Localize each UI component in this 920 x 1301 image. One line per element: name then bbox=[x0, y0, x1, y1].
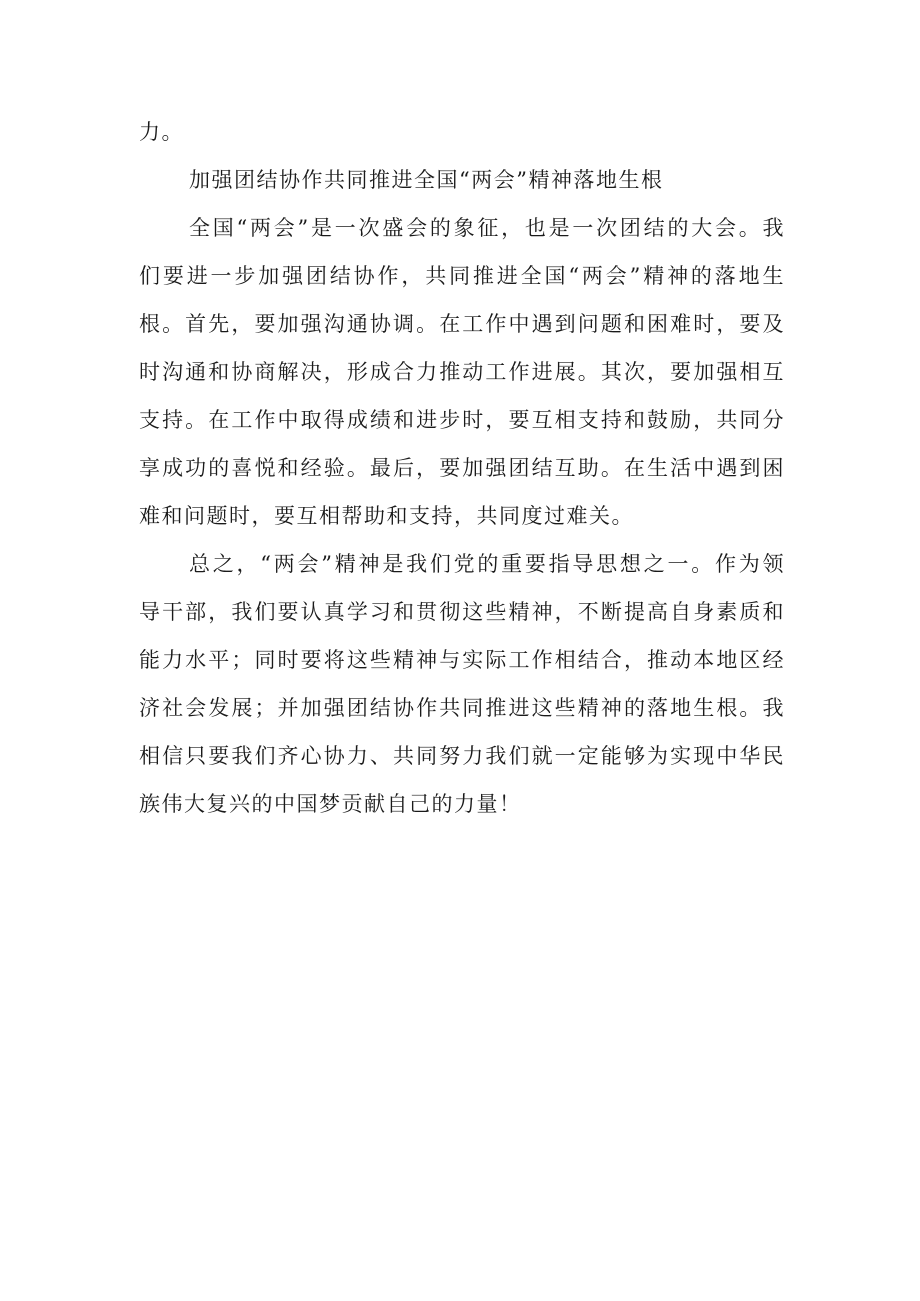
document-body bbox=[139, 108, 785, 828]
paragraph-2 bbox=[139, 540, 785, 828]
paragraph-line: 总之，“两会”精神是我们党的重要指导思想之一。作为领 bbox=[189, 552, 785, 576]
paragraph-line: 济社会发展；并加强团结协作共同推进这些精神的落地生根。我 bbox=[139, 696, 785, 720]
paragraph-line: 根。首先，要加强沟通协调。在工作中遇到问题和困难时，要及 bbox=[139, 312, 785, 336]
paragraph-line: 难和问题时，要互相帮助和支持，共同度过难关。 bbox=[139, 504, 634, 528]
paragraph-line: 导干部，我们要认真学习和贯彻这些精神，不断提高自身素质和 bbox=[139, 600, 785, 624]
paragraph-line: 享成功的喜悦和经验。最后，要加强团结互助。在生活中遇到困 bbox=[139, 456, 785, 480]
paragraph-line: 支持。在工作中取得成绩和进步时，要互相支持和鼓励，共同分 bbox=[139, 408, 785, 432]
paragraph-line: 全国“两会”是一次盛会的象征，也是一次团结的大会。我 bbox=[189, 216, 785, 240]
paragraph-line: 时沟通和协商解决，形成合力推动工作进展。其次，要加强相互 bbox=[139, 360, 785, 384]
paragraph-line: 们要进一步加强团结协作，共同推进全国“两会”精神的落地生 bbox=[139, 264, 785, 288]
paragraph-line: 能力水平；同时要将这些精神与实际工作相结合，推动本地区经 bbox=[139, 648, 785, 672]
paragraph-1 bbox=[139, 204, 785, 540]
section-heading: 加强团结协作共同推进全国“两会”精神落地生根 bbox=[189, 168, 664, 192]
paragraph-line: 相信只要我们齐心协力、共同努力我们就一定能够为实现中华民 bbox=[139, 744, 785, 768]
paragraph-line: 族伟大复兴的中国梦贡献自己的力量！ bbox=[139, 792, 522, 816]
carryover-text: 力。 bbox=[139, 120, 184, 144]
